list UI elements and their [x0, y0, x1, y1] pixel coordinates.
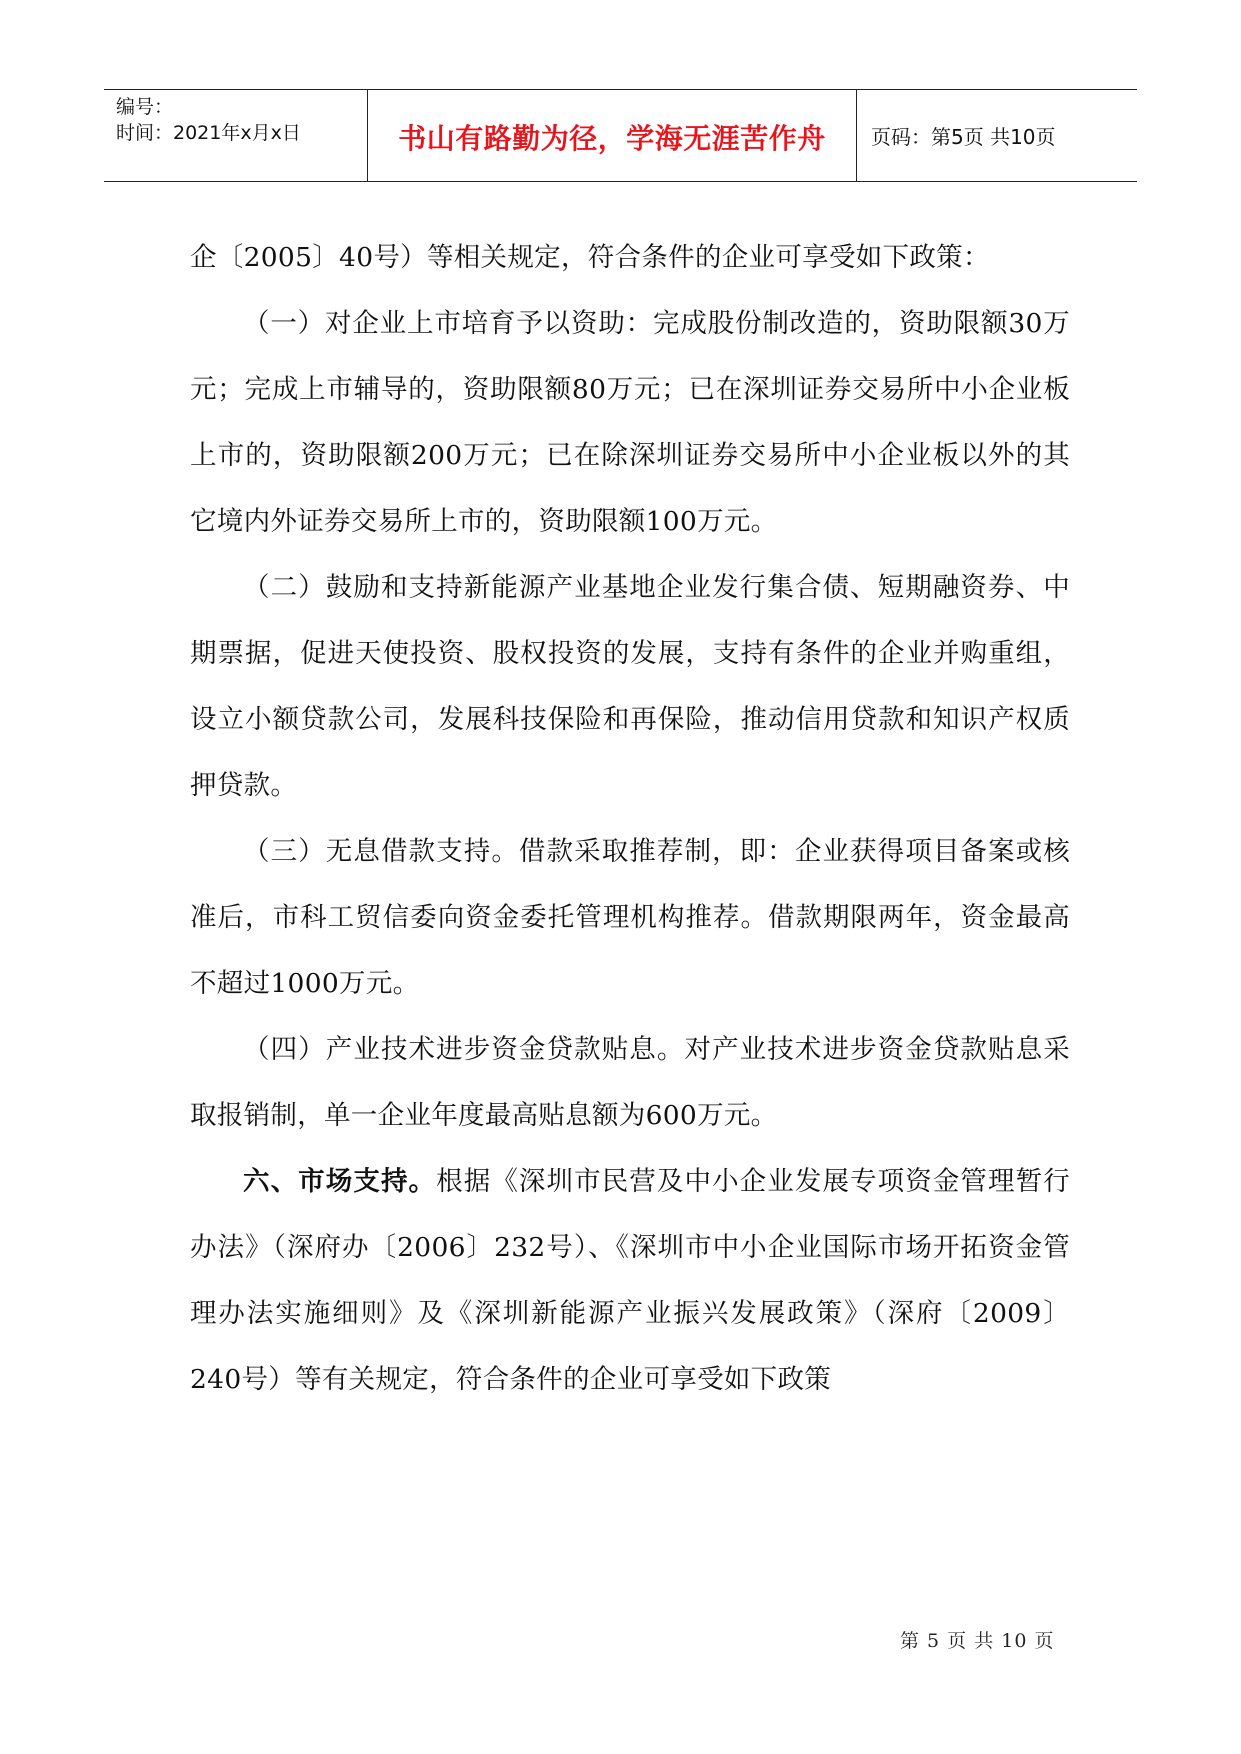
document-body: [190, 225, 1070, 1413]
section-heading-market-support: 六、市场支持。: [243, 1166, 437, 1197]
paragraph-policy-3: （三）无息借款支持。借款采取推荐制，即：企业获得项目备案或核准后，市科工贸信委向资金委托管理机构推荐。借款期限两年，资金最高不超过1000万元。: [190, 836, 1070, 999]
paragraph-market-support: [190, 1149, 1070, 1413]
code-label: 编号：: [116, 96, 174, 118]
market-support-text: 根据《深圳市民营及中小企业发展专项资金管理暂行办法》（深府办〔2006〕232号）、《深圳市中小企业国际市场开拓资金管理办法实施细则》及《深圳新能源产业振兴发展政策》（深府〔2009〕240号）等有关规定，符合条件的企业可享受如下政策: [190, 1166, 1070, 1395]
paragraph-policy-1: （一）对企业上市培育予以资助：完成股份制改造的，资助限额30万元；完成上市辅导的，资助限额80万元；已在深圳证券交易所中小企业板上市的，资助限额200万元；已在除深圳证券交易所中小企业板以外的其它境内外证券交易所上市的，资助限额100万元。: [190, 308, 1070, 537]
header-page-label: 页码：第5页 共10页: [871, 125, 1056, 149]
header-meta: [104, 90, 368, 181]
page-header: [104, 89, 1137, 182]
paragraph-continuation: 企〔2005〕40号）等相关规定，符合条件的企业可享受如下政策：: [190, 242, 990, 273]
paragraph-policy-2: （二）鼓励和支持新能源产业基地企业发行集合债、短期融资券、中期票据，促进天使投资、股权投资的发展，支持有条件的企业并购重组，设立小额贷款公司，发展科技保险和再保险，推动信用贷款和知识产权质押贷款。: [190, 572, 1070, 801]
header-motto-cell: [368, 90, 857, 181]
paragraph-policy-4: （四）产业技术进步资金贷款贴息。对产业技术进步资金贷款贴息采取报销制，单一企业年度最高贴息额为600万元。: [190, 1034, 1070, 1131]
time-label: 时间：2021年x月x日: [116, 122, 301, 144]
header-motto: 书山有路勤为径，学海无涯苦作舟: [398, 121, 826, 155]
header-page-cell: [857, 90, 1137, 181]
page-footer: 第 5 页 共 10 页: [900, 1630, 1055, 1652]
